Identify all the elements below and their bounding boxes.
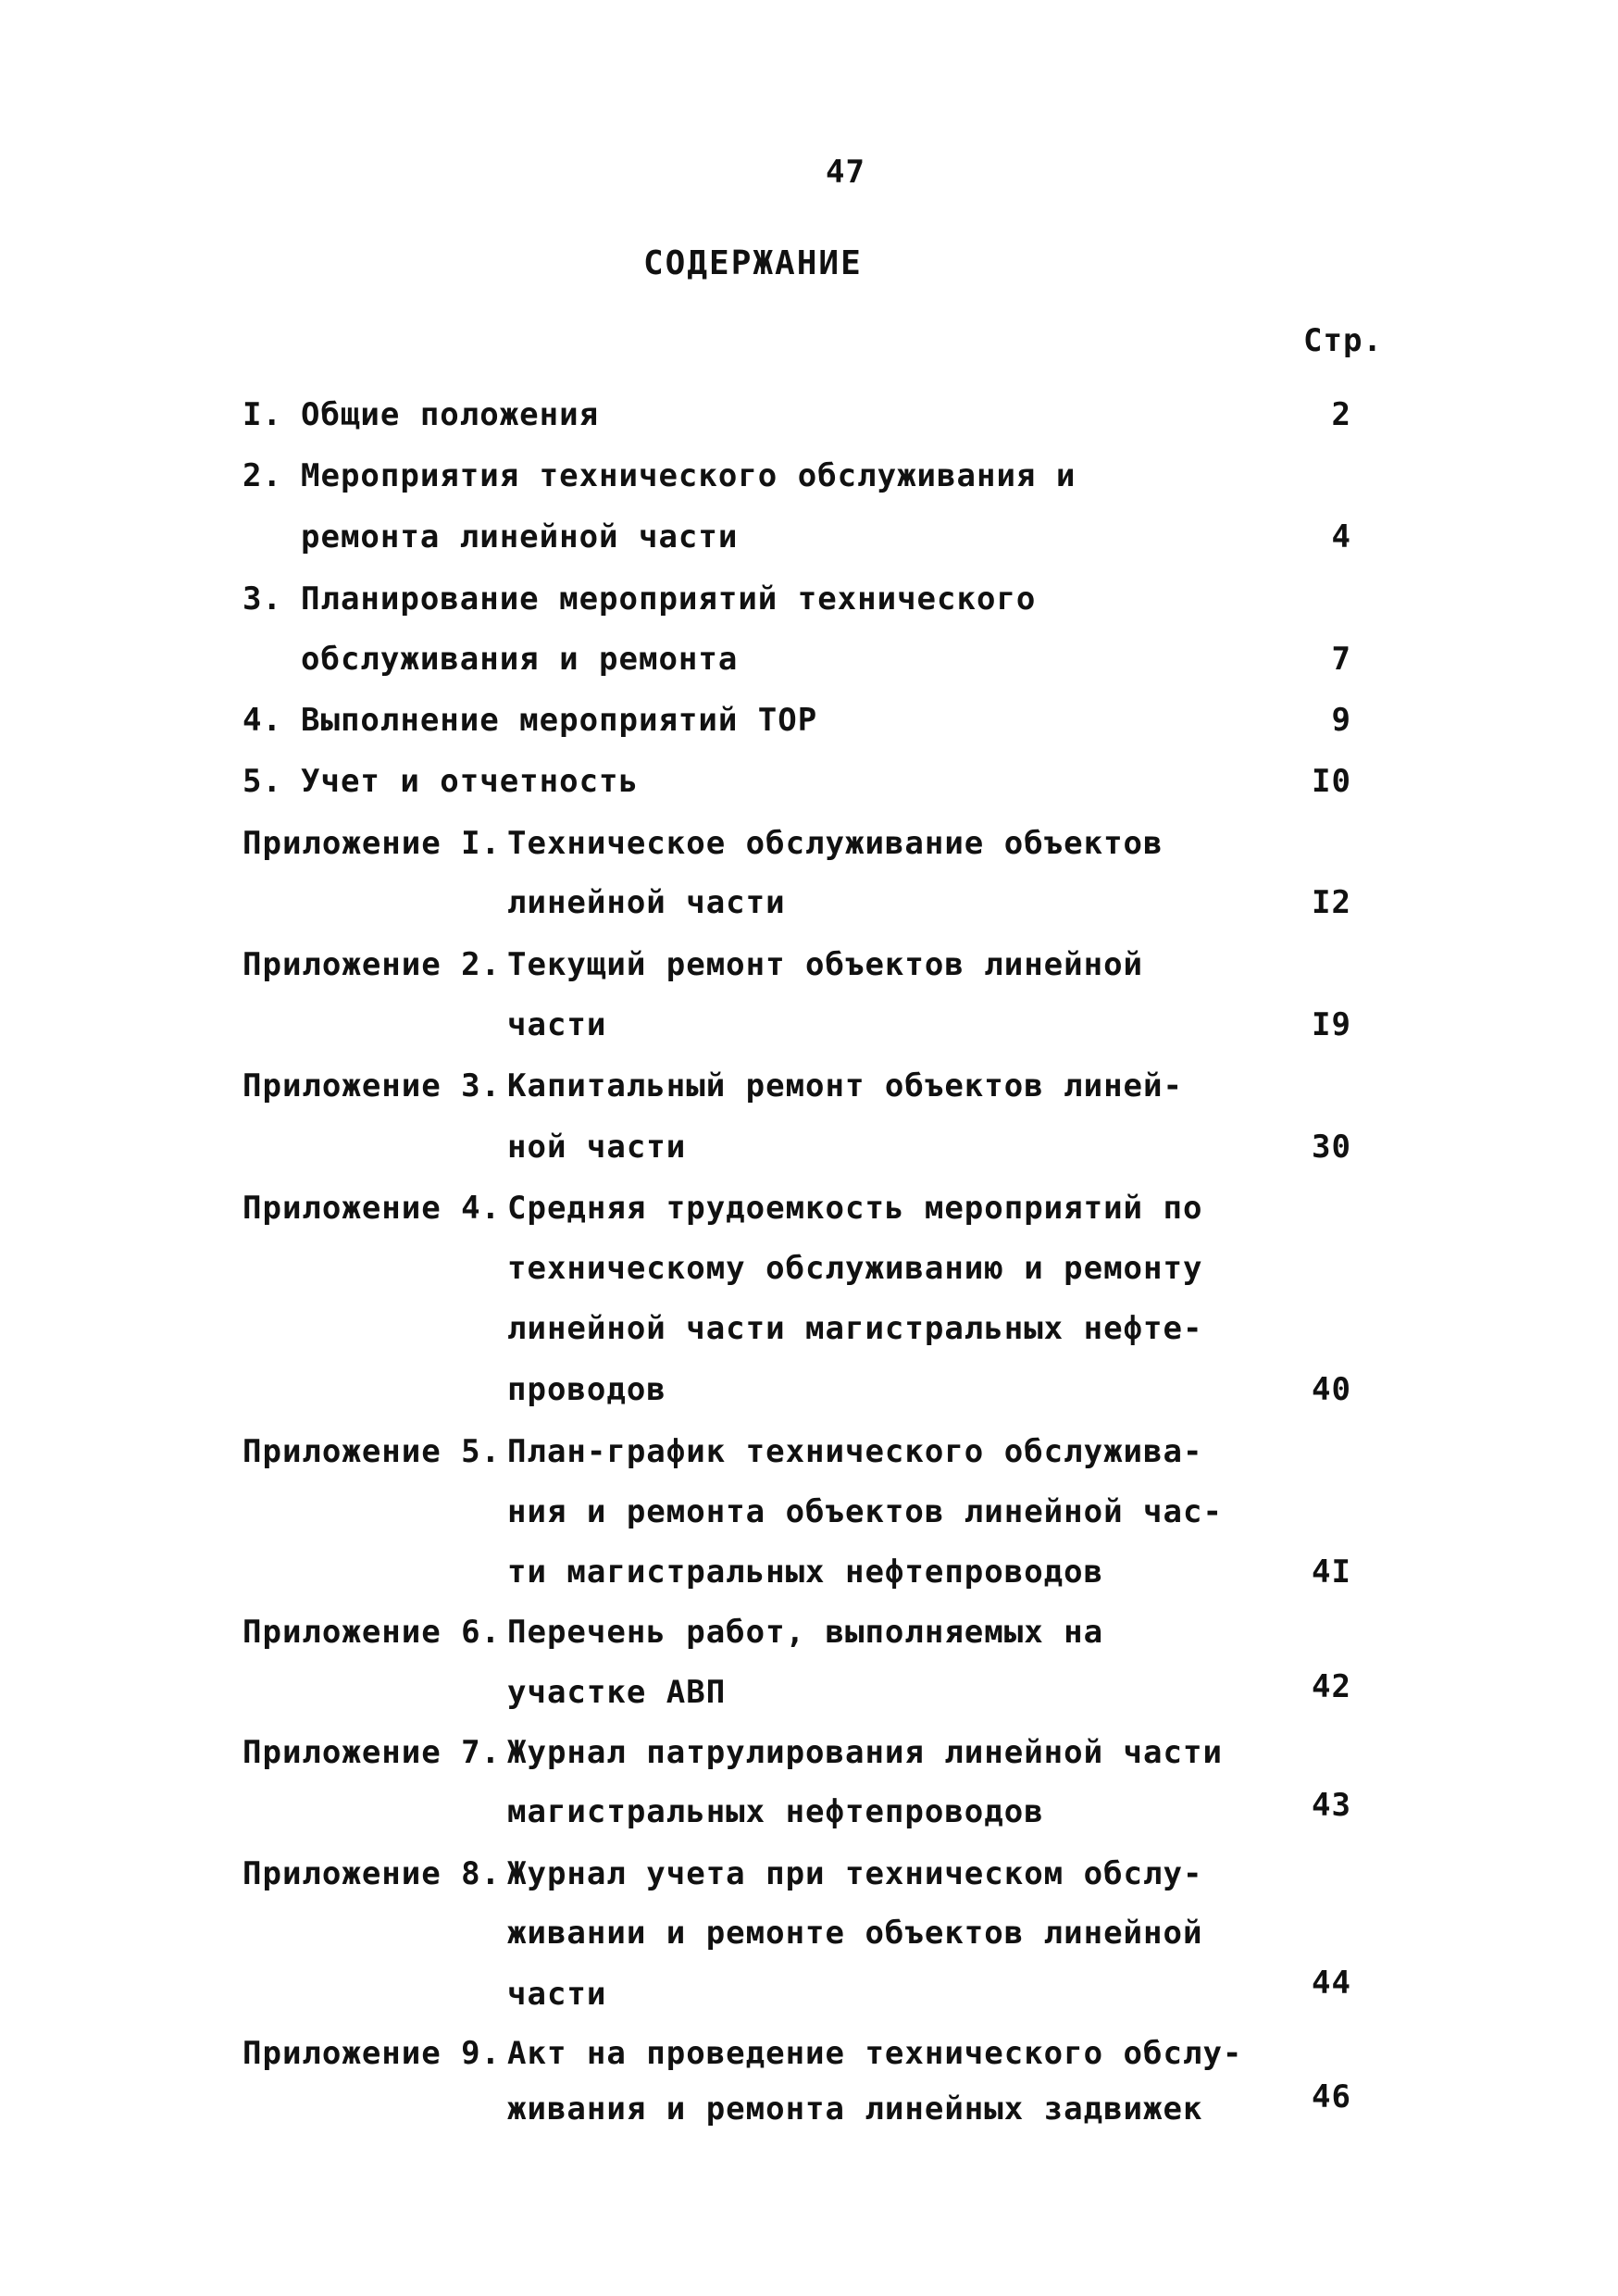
- toc-appendix-6-title-line2: участке АВП: [507, 1674, 727, 1711]
- toc-appendix-4-prefix: Приложение 4.: [243, 1190, 502, 1227]
- toc-appendix-8-prefix: Приложение 8.: [243, 1855, 502, 1892]
- toc-appendix-7-title-line2: магистральных нефтепроводов: [507, 1793, 1044, 1830]
- toc-section-3-title-line1: Планирование мероприятий технического: [301, 580, 1037, 618]
- toc-appendix-4-page: 40: [1312, 1371, 1351, 1408]
- page-number: 47: [826, 154, 865, 191]
- toc-section-2-page: 4: [1331, 518, 1351, 555]
- toc-appendix-7-page: 43: [1312, 1787, 1351, 1824]
- toc-appendix-9-title-line2: живания и ремонта линейных задвижек: [507, 2090, 1203, 2128]
- toc-section-4-page: 9: [1331, 702, 1351, 739]
- toc-appendix-5-title-line2: ния и ремонта объектов линейной час-: [507, 1493, 1223, 1530]
- toc-appendix-1-page: I2: [1312, 884, 1351, 921]
- toc-section-3-page: 7: [1331, 641, 1351, 678]
- page-title: СОДЕРЖАНИЕ: [643, 244, 863, 282]
- toc-appendix-2-prefix: Приложение 2.: [243, 946, 502, 983]
- toc-appendix-6-page: 42: [1312, 1668, 1351, 1705]
- toc-appendix-8-title-line2: живании и ремонте объектов линейной: [507, 1915, 1203, 1952]
- toc-appendix-9-prefix: Приложение 9.: [243, 2035, 502, 2072]
- toc-section-5-page: I0: [1312, 763, 1351, 800]
- toc-appendix-3-page: 30: [1312, 1129, 1351, 1166]
- toc-appendix-4-title-line1: Средняя трудоемкость мероприятий по: [507, 1190, 1203, 1227]
- toc-section-5-title: Учет и отчетность: [301, 763, 639, 800]
- toc-appendix-6-prefix: Приложение 6.: [243, 1614, 502, 1651]
- toc-appendix-1-prefix: Приложение I.: [243, 825, 502, 862]
- page-column-header: Стр.: [1303, 322, 1383, 359]
- toc-appendix-5-title-line1: План-график технического обслужива-: [507, 1433, 1203, 1470]
- toc-section-2-title-line1: Мероприятия технического обслуживания и: [301, 457, 1077, 494]
- toc-section-3-title-line2: обслуживания и ремонта: [301, 641, 739, 678]
- toc-appendix-9-title-line1: Акт на проведение технического обслу-: [507, 2035, 1243, 2072]
- toc-section-4-title: Выполнение мероприятий ТОР: [301, 702, 818, 739]
- toc-section-4-number: 4.: [243, 702, 282, 739]
- toc-appendix-4-title-line3: линейной части магистральных нефте-: [507, 1310, 1203, 1347]
- toc-appendix-5-title-line3: ти магистральных нефтепроводов: [507, 1554, 1104, 1591]
- toc-appendix-9-page: 46: [1312, 2078, 1351, 2115]
- toc-appendix-3-title-line1: Капитальный ремонт объектов линей-: [507, 1067, 1183, 1104]
- toc-appendix-8-title-line1: Журнал учета при техническом обслу-: [507, 1855, 1203, 1892]
- toc-section-2-number: 2.: [243, 457, 282, 494]
- toc-section-3-number: 3.: [243, 580, 282, 618]
- toc-appendix-3-title-line2: ной части: [507, 1129, 687, 1166]
- toc-appendix-3-prefix: Приложение 3.: [243, 1067, 502, 1104]
- toc-appendix-7-prefix: Приложение 7.: [243, 1734, 502, 1771]
- toc-appendix-2-title-line1: Текущий ремонт объектов линейной: [507, 946, 1144, 983]
- toc-appendix-1-title-line2: линейной части: [507, 884, 786, 921]
- toc-appendix-4-title-line2: техническому обслуживанию и ремонту: [507, 1250, 1203, 1287]
- toc-appendix-1-title-line1: Техническое обслуживание объектов: [507, 825, 1164, 862]
- toc-appendix-5-page: 4I: [1312, 1554, 1351, 1591]
- toc-appendix-4-title-line4: проводов: [507, 1371, 666, 1408]
- toc-section-1-page: 2: [1331, 396, 1351, 433]
- toc-appendix-5-prefix: Приложение 5.: [243, 1433, 502, 1470]
- toc-appendix-2-title-line2: части: [507, 1006, 607, 1043]
- toc-appendix-6-title-line1: Перечень работ, выполняемых на: [507, 1614, 1104, 1651]
- toc-appendix-8-title-line3: части: [507, 1976, 607, 2013]
- toc-appendix-8-page: 44: [1312, 1965, 1351, 2002]
- toc-appendix-2-page: I9: [1312, 1006, 1351, 1043]
- toc-section-1-title: Общие положения: [301, 396, 600, 433]
- toc-section-1-number: I.: [243, 396, 282, 433]
- toc-appendix-7-title-line1: Журнал патрулирования линейной части: [507, 1734, 1223, 1771]
- toc-section-2-title-line2: ремонта линейной части: [301, 518, 739, 555]
- toc-section-5-number: 5.: [243, 763, 282, 800]
